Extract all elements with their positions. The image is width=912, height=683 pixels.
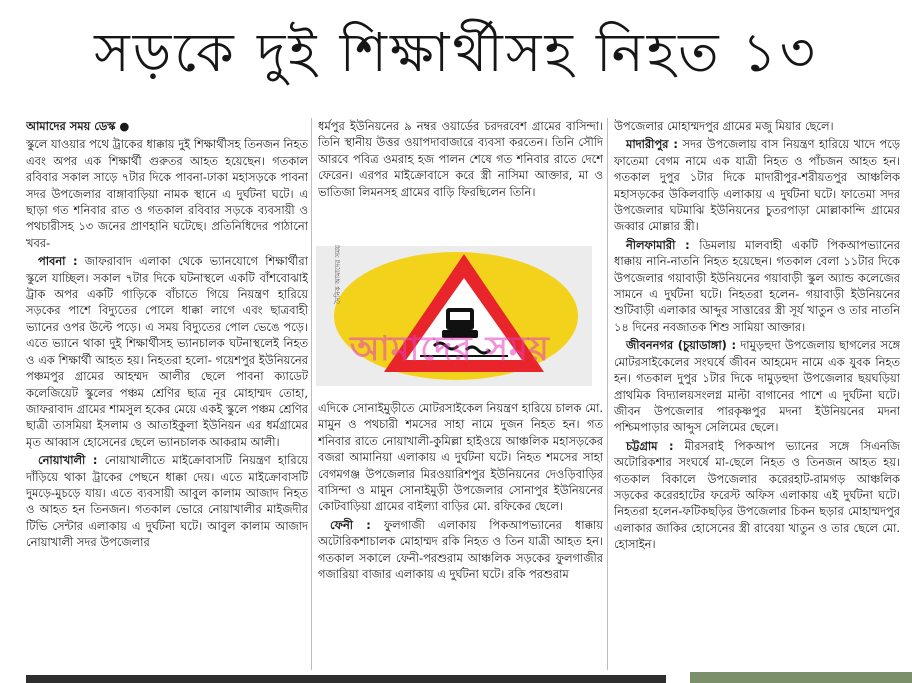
article-column-3 <box>614 118 900 670</box>
place-label-noakhali: নোয়াখালী : <box>38 453 98 468</box>
watermark-logo: আমাদের সময় <box>350 329 550 369</box>
byline: আমাদের সময় ডেস্ক ● <box>26 119 130 133</box>
chattogram-paragraph: মীরসরাই পিকআপ ভ্যানের সঙ্গে সিএনজি অটোরিকশার সংঘর্ষে মা-ছেলে নিহত ও তিনজন আহত হয়। গতকাল বিকালে উপজেলার করেরহাট-রামগড় আঞ্চলিক সড়কের করেরহাটের ফরেস্ট অফিস এলাকায় এই দুর্ঘটনা ঘটে। নিহতরা হলেন-ফটিকছড়ির উপজেলার চিকন ছড়ার মোহাম্মদপুর এলাকার জাকির হোসেনের স্ত্রী রাবেয়া খাতুন ও তার ছেলে মো. হোসাইন। <box>614 438 900 552</box>
article-column-2-top <box>318 118 603 248</box>
place-label-pabna: পাবনা : <box>38 254 78 269</box>
nilphamari-paragraph: ডিমলায় মালবাহী একটি পিকআপভ্যানের ধাক্কায় নানি-নাতনি নিহত হয়েছেন। গতকাল বেলা ১১টার দিকে উপজেলার গয়াবাড়ী ইউনিয়নের গয়াবাড়ী স্কুল অ্যান্ড কলেজের সামনে এ দুর্ঘটনা ঘটে। নিহতরা হলেন- গয়াবাড়ী ইউনিয়নের শুটিবাড়ী এলাকার আব্দুর সাত্তারের স্ত্রী সূর্য খাতুন ও তার নাতনি ১৪ দিনের নবজাতক শিশু সামিয়া আক্তার। <box>614 237 900 334</box>
intro-paragraph: স্কুলে যাওয়ার পথে ট্রাকের ধাক্কায় দুই শিক্ষার্থীসহ তিনজন নিহত এবং অপর এক শিক্ষার্থী গুরুতর আহত হয়েছেন। গতকাল রবিবার সকাল সাড়ে ৭টার দিকে পাবনা-ঢাকা মহাসড়কে পাবনা সদর উপজেলার বাঙ্গাবাড়িয়া নামক স্থানে এ দুর্ঘটনা ঘটে। এ ছাড়া গত শনিবার রাত ও গতকাল রবিবার সড়কে ব্যবসায়ী ও পথচারীসহ ১৩ জনের প্রাণহানি ঘটেছে। প্রতিনিধিদের পাঠানো খবর- <box>26 137 308 250</box>
column-rule <box>607 118 608 670</box>
article-column-1 <box>26 118 308 670</box>
feni-paragraph: ফুলগাজী এলাকায় পিকআপভ্যানের ধাক্কায় অটোরিকশাচালক মোহাম্মদ রকি নিহত ও তিন যাত্রী আহত হন। গতকাল সকালে ফেনী-পরশুরাম আঞ্চলিক সড়কের ফুলগাজীর গজারিয়া বাজার এলাকায় এ দুর্ঘটনা ঘটে। রকি পরশুরাম <box>318 517 603 582</box>
sonaimuri-paragraph: এদিকে সোনাইমুড়ীতে মোটরসাইকেল নিয়ন্ত্রণ হারিয়ে চালক মো. মামুন ও পথচারী শমসের সাহা নামে দুজন নিহত হন। গত শনিবার রাতে নোয়াখালী-কুমিল্লা হাইওয়ে আঞ্চলিক মহাসড়কের বজরা আমানিয়া এলাকায় এ দুর্ঘটনা ঘটে। নিহত শমসের সাহা বেগমগঞ্জ উপজেলার মিরওয়ারিশপুর ইউনিয়নের দেওড়িবাড়ির বাসিন্দা ও মামুন সোনাইমুড়ী উপজেলার সোনাপুর ইউনিয়নের কোটবাড়িয়া গ্রামের বাইল্যা বাড়ির মো. রফিকের ছেলে। <box>318 401 603 514</box>
pabna-paragraph: জাফরাবাদ এলাকা থেকে ভ্যানযোগে শিক্ষার্থীরা স্কুলে যাচ্ছিল। সকাল ৭টার দিকে ঘটনাস্থলে একটি বাঁশবোঝাই ট্রাক অপর একটি গাড়িকে বাঁচাতে গিয়ে নিয়ন্ত্রণ হারিয়ে সড়কের পাশে বিদ্যুতের পোলে ধাক্কা লাগে এবং ছাত্রবাহী ভ্যানের ওপর উল্টে পড়ে। এ সময় বিদ্যুতের পোল ভেঙে পড়ে। এতে ভ্যানে থাকা দুই শিক্ষার্থীসহ ভ্যানচালক ঘটনাস্থলেই নিহত ও এক শিক্ষার্থী আহত হয়। নিহতরা হলো- গয়েশপুর ইউনিয়নের পঞ্চমপুর গ্রামের আহম্মদ আলীর ছেলে পাবনা ক্যাডেট কলেজিয়েট স্কুলের পঞ্চম শ্রেণির ছাত্র নূর মোহাম্মদ তোহা, জাফরাবাদ গ্রামের শামসুল হকের মেয়ে একই স্কুলে পঞ্চম শ্রেণির ছাত্রী তাসমিয়া ইসলাম ও আতাইকুলা ইউনিয়ন এর ধর্মগ্রামের মৃত আব্বাস হোসেনের ছেলে ভ্যানচালক আকরাম আলী। <box>26 254 308 449</box>
bottom-divider <box>26 675 666 683</box>
col2-top-paragraph: ধর্মপুর ইউনিয়নের ৯ নম্বর ওয়ার্ডের চরদরবেশ গ্রামের বাসিন্দা। তিনি স্থানীয় উত্তর ওয়াপদাবাজারে ব্যবসা করতেন। তিনি সৌদি আরবে পবিত্র ওমরাহ হজ পালন শেষে গত শনিবার রাতে দেশে ফেরেন। এরপর মাইক্রোবাসে করে স্ত্রী নাসিমা আক্তার, মা ও ভাতিজা লিমনসহ গ্রামের বাড়ি ফিরছিলেন তিনি। <box>318 119 603 199</box>
place-label-madaripur: মাদারীপুর : <box>626 137 678 152</box>
column-rule <box>311 118 312 670</box>
place-label-feni: ফেনী : <box>330 517 371 532</box>
place-label-chattogram: চট্টগ্রাম : <box>626 438 674 453</box>
watermark-small: দৈনিক আমাদের সময় <box>334 244 342 304</box>
article-column-2-bottom <box>318 400 603 670</box>
bottom-photo-edge <box>690 672 912 683</box>
col3-top-paragraph: উপজেলার মোহাম্মদপুর গ্রামের মজু মিয়ার ছেলে। <box>614 119 834 133</box>
noakhali-paragraph: নোয়াখালীতে মাইক্রোবাসটি নিয়ন্ত্রণ হারিয়ে দাঁড়িয়ে থাকা ট্রাকের পেছনে ধাক্কা দেয়। এতে মাইক্রোবাসটি দুমড়ে-মুচড়ে যায়। এতে ব্যবসায়ী আবুল কালাম আজাদ নিহত ও আহত হন তিনজন। গতকাল ভোরে নোয়াখালীর মাইজদীর টিভি সেন্টার এলাকায় এ দুর্ঘটনা ঘটে। আবুল কালাম আজাদ নোয়াখালী সদর উপজেলার <box>26 453 308 550</box>
jibannagar-paragraph: দামুড়হুদা উপজেলায় ছাগলের সঙ্গে মোটরসাইকেলের সংঘর্ষে জীবন আহমেদ নামে এক যুবক নিহত হন। গতকাল দুপুর ১টার দিকে দামুড়হুদা উপজেলার ছয়ঘড়িয়া প্রাথমিক বিদ্যালয়সংলগ্ন মাল্টা বাগানের পাশে এ দুর্ঘটনা ঘটে। জীবন উপজেলার পারকৃষ্ণপুর মদনা ইউনিয়নের মদনা পশ্চিমপাড়ার আব্দুস সেলিমের ছেলে। <box>614 338 900 435</box>
headline: সড়কে দুই শিক্ষার্থীসহ নিহত ১৩ <box>94 21 818 84</box>
madaripur-paragraph: সদর উপজেলায় বাস নিয়ন্ত্রণ হারিয়ে খাদে পড়ে ফাতেমা বেগম নামে এক যাত্রী নিহত ও পাঁচজন আহত হন। গতকাল দুপুর ১টার দিকে মাদারীপুর-শরীয়তপুর আঞ্চলিক মহাসড়কের উকিলবাড়ি এলাকায় এ দুর্ঘটনা ঘটে। ফাতেমা সদর উপজেলার ঘটমাঝি ইউনিয়নের চুতরপাড়া মোল্লাকান্দি গ্রামের জব্বার মোল্লার স্ত্রী। <box>614 137 900 234</box>
place-label-nilphamari: নীলফামারী : <box>626 237 690 252</box>
place-label-jibannagar: জীবননগর (চুয়াডাঙ্গা) : <box>626 338 737 353</box>
